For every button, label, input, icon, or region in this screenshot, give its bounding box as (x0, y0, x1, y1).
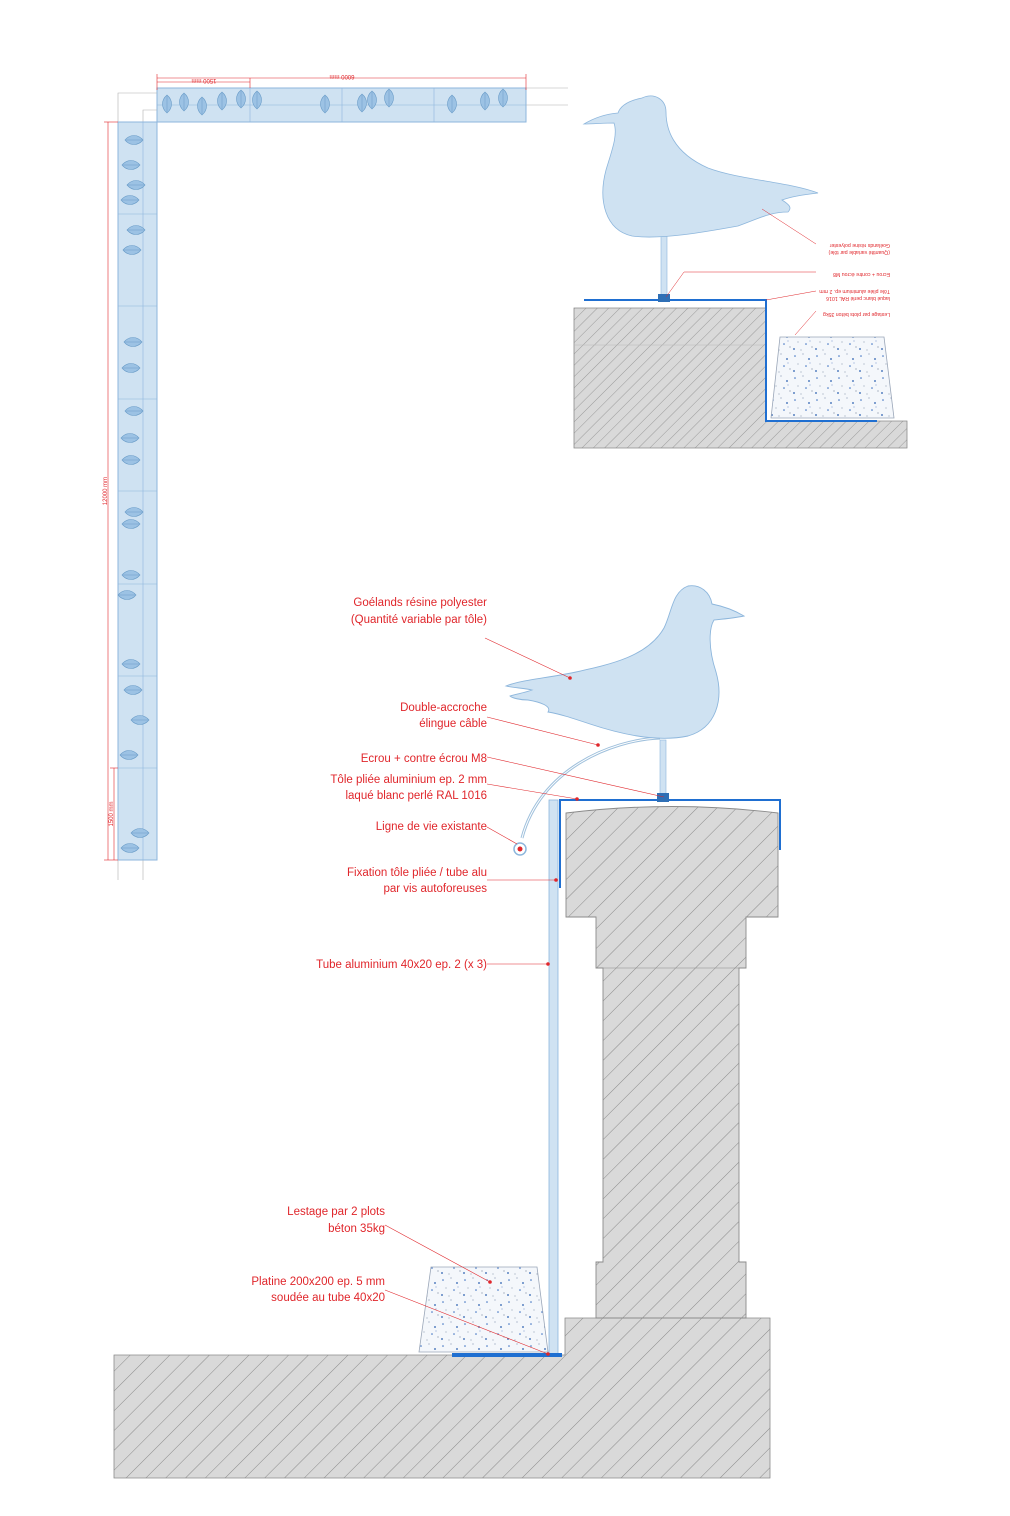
balustrade-pillar (566, 807, 778, 1319)
dim-top-total: 6000 mm (329, 73, 355, 79)
small-label-3: Tôle pliée aluminium ep. 2 mm (819, 288, 890, 294)
dim-side-panel: 1500 mm (109, 801, 115, 827)
seagull-large (506, 586, 744, 739)
seagull-small (584, 96, 818, 237)
small-label-2: Ecrou + contre écrou M8 (833, 271, 890, 277)
label-seagull-2: (Quantité variable par tôle) (350, 614, 487, 626)
lifeline-marker (518, 847, 523, 852)
label-ballast-2: béton 35kg (328, 1223, 385, 1235)
label-sheet-1: Tôle pliée aluminium ep. 2 mm (330, 774, 487, 786)
small-label-1: (Quantité variable par tôle) (828, 249, 890, 255)
label-ballast-1: Lestage par 2 plots (287, 1206, 385, 1218)
concrete-block-small (771, 337, 894, 418)
label-sheet-2: laqué blanc perlé RAL 1016 (345, 790, 487, 802)
label-nut: Ecrou + contre écrou M8 (360, 753, 487, 765)
small-section (574, 96, 907, 448)
concrete-block (419, 1267, 548, 1352)
label-plate-2: soudée au tube 40x20 (271, 1292, 385, 1304)
label-seagull-1: Goélands résine polyester (353, 597, 487, 609)
label-plate-1: Platine 200x200 ep. 5 mm (251, 1276, 385, 1288)
label-lifeline: Ligne de vie existante (375, 821, 487, 833)
label-fix-2: par vis autoforeuses (383, 883, 487, 895)
aluminium-tube (549, 800, 558, 1354)
plan-view (103, 73, 568, 880)
small-label-4: laqué blanc perlé RAL 1016 (826, 295, 890, 301)
base-plate (452, 1353, 562, 1357)
label-double-2: élingue câble (419, 718, 487, 730)
dim-top-panel: 1500 mm (191, 77, 217, 83)
large-section (114, 586, 780, 1478)
label-tube: Tube aluminium 40x20 ep. 2 (x 3) (316, 959, 487, 971)
small-label-0: Goélands résine polyester (829, 242, 890, 248)
label-fix-1: Fixation tôle pliée / tube alu (346, 867, 487, 879)
dim-side-total: 12000 mm (103, 476, 109, 506)
small-label-5: Lestage par plots béton 35kg (823, 311, 890, 317)
label-double-1: Double-accroche (400, 702, 487, 714)
